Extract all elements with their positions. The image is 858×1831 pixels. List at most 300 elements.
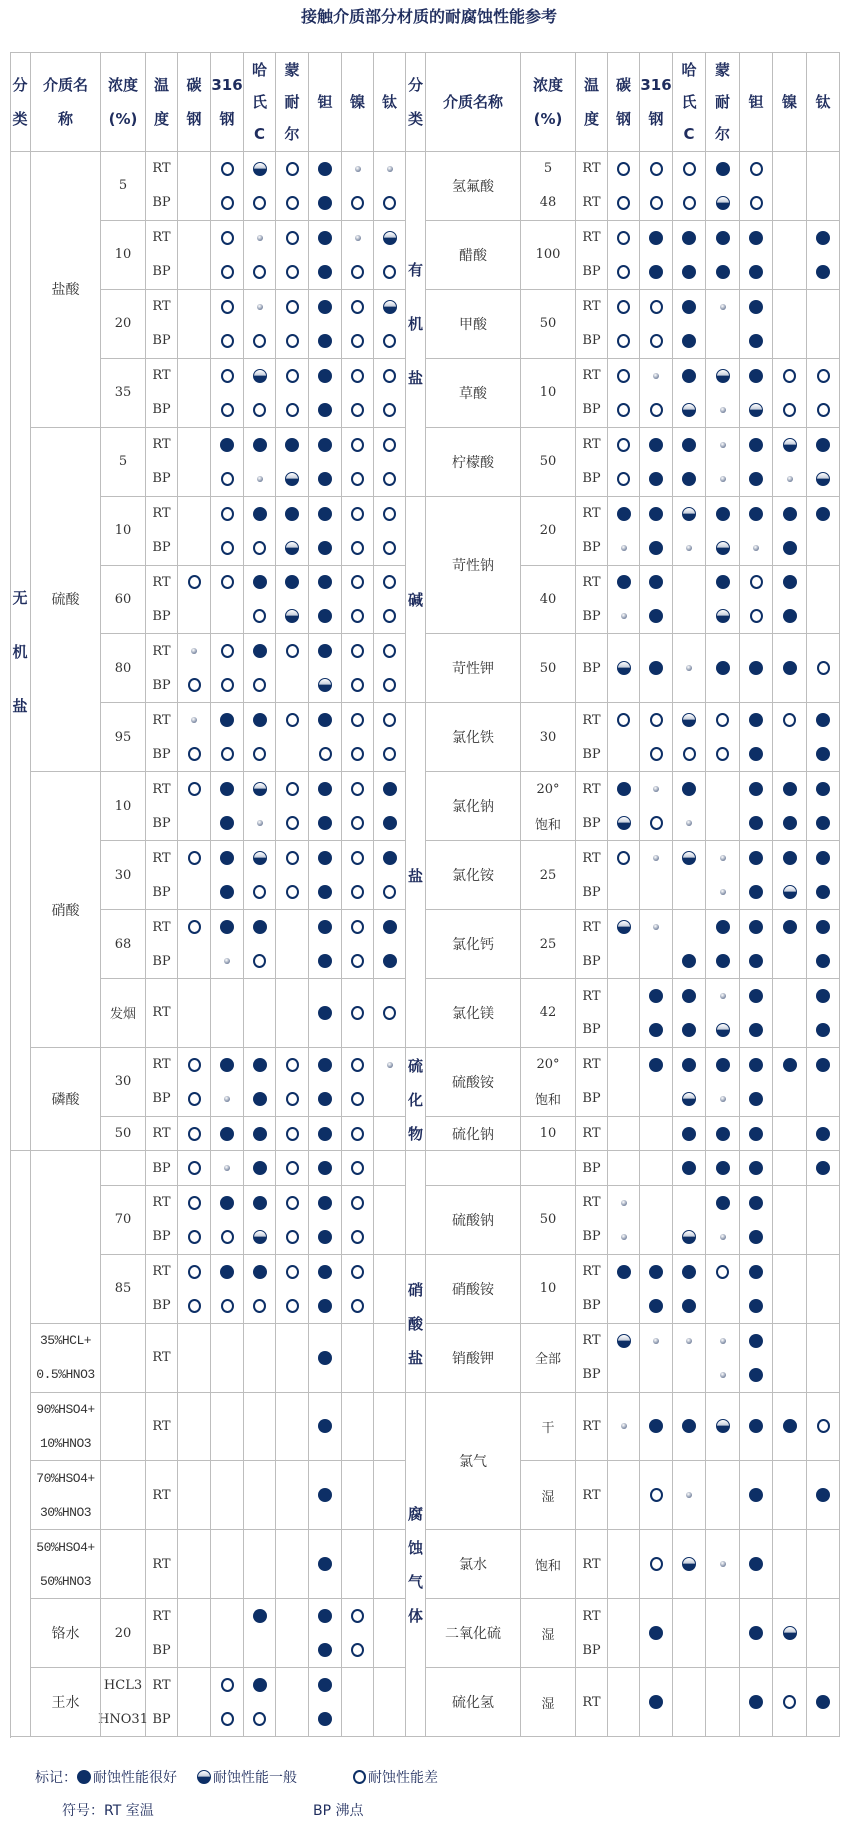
- filled-circle-icon: [220, 816, 234, 830]
- filled-circle-icon: [682, 1023, 696, 1037]
- titanium-rating-cell: [374, 428, 406, 497]
- rating-slot: [608, 1358, 639, 1392]
- rating-slot: [807, 428, 839, 462]
- filled-circle-icon: [716, 1058, 730, 1072]
- ring-icon: [286, 782, 299, 796]
- filled-circle-icon: [716, 1161, 730, 1175]
- filled-circle-icon: [318, 885, 332, 899]
- temperature-value: BP: [582, 1642, 601, 1658]
- concentration-value: 发烟: [109, 1007, 136, 1023]
- rating-slot: [706, 1324, 739, 1358]
- rating-slot: [309, 634, 341, 668]
- rating-slot: [178, 737, 210, 771]
- concentration-cell: [101, 703, 146, 772]
- nickel-rating-cell: [773, 1117, 807, 1151]
- carbon-steel-rating-cell: [608, 1530, 640, 1599]
- concentration-value: 5: [118, 454, 128, 470]
- concentration-cell: [101, 1324, 146, 1393]
- filled-circle-icon: [318, 609, 332, 623]
- header-316-steel: [211, 52, 244, 152]
- carbon-steel-rating-cell: [608, 910, 640, 979]
- rating-slot: [309, 221, 341, 255]
- small-dot-icon: [720, 1561, 726, 1567]
- temperature-value: RT: [582, 1126, 601, 1142]
- tantalum-rating-cell: [740, 772, 773, 841]
- half-filled-circle-icon: [253, 1230, 267, 1244]
- concentration-value: 50: [114, 1126, 132, 1142]
- hastelloy-c-rating-cell: [673, 1048, 706, 1117]
- filled-circle-icon: [649, 265, 663, 279]
- half-filled-circle-icon: [682, 713, 696, 727]
- rating-slot: [740, 1220, 772, 1254]
- temperature-value: BP: [582, 953, 601, 969]
- carbon-steel-rating-cell: [608, 497, 640, 566]
- ring-icon: [383, 747, 396, 761]
- rating-slot: [309, 1633, 341, 1667]
- rating-slot: [309, 996, 341, 1030]
- medium-name: 硫酸: [51, 592, 80, 609]
- filled-circle-icon: [749, 661, 763, 675]
- legend-item-fair: [197, 1767, 297, 1787]
- temperature-value: RT: [152, 437, 171, 453]
- small-dot-icon: [787, 476, 793, 482]
- concentration-value: 85: [114, 1281, 132, 1297]
- hastelloy-c-rating-cell: [244, 566, 276, 635]
- ring-icon: [650, 334, 663, 348]
- filled-circle-icon: [253, 644, 267, 658]
- rating-slot: [342, 221, 373, 255]
- titanium-rating-cell: [807, 1151, 840, 1185]
- filled-circle-icon: [253, 1058, 267, 1072]
- tantalum-rating-cell: [740, 1530, 773, 1599]
- small-dot-icon: [720, 476, 726, 482]
- rating-slot: [608, 428, 639, 462]
- rating-slot: [673, 737, 705, 771]
- rating-slot: [374, 1340, 405, 1374]
- 316-steel-rating-cell: [211, 566, 244, 635]
- temperature-value: RT: [582, 161, 601, 177]
- concentration-value: 50: [539, 316, 557, 332]
- ring-icon: [351, 472, 364, 486]
- monel-rating-cell: [706, 841, 740, 910]
- carbon-steel-rating-cell: [178, 428, 211, 497]
- filled-circle-icon: [649, 472, 663, 486]
- filled-circle-icon: [318, 782, 332, 796]
- temperature-value: RT: [152, 712, 171, 728]
- header-carbon-steel: [178, 52, 211, 152]
- rating-slot: [740, 1324, 772, 1358]
- rating-slot: [374, 255, 405, 289]
- concentration-cell: [101, 1461, 146, 1530]
- filled-circle-icon: [318, 816, 332, 830]
- ring-icon: [221, 231, 234, 245]
- monel-rating-cell: [276, 1461, 309, 1530]
- filled-circle-icon: [816, 851, 830, 865]
- rating-slot: [374, 772, 405, 806]
- concentration-cell: [521, 1117, 576, 1151]
- rating-slot: [706, 221, 739, 255]
- rating-slot: [608, 841, 639, 875]
- filled-circle-icon: [253, 1609, 267, 1623]
- hastelloy-c-rating-cell: [673, 152, 706, 221]
- half-filled-circle-icon: [682, 1230, 696, 1244]
- ring-icon: [383, 265, 396, 279]
- small-dot-icon: [387, 1062, 393, 1068]
- rating-slot: [211, 152, 243, 186]
- half-filled-circle-icon: [716, 609, 730, 623]
- temperature-value: BP: [582, 815, 601, 831]
- rating-slot: [673, 531, 705, 565]
- 316-steel-rating-cell: [640, 1255, 673, 1324]
- 316-steel-rating-cell: [640, 703, 673, 772]
- rating-slot: [673, 1117, 705, 1150]
- hastelloy-c-rating-cell: [673, 1186, 706, 1255]
- temperature-value: BP: [152, 1642, 171, 1658]
- filled-circle-icon: [816, 816, 830, 830]
- medium-name: 10%HNO3: [39, 1435, 92, 1451]
- hastelloy-c-rating-cell: [673, 1255, 706, 1324]
- rating-slot: [309, 1048, 341, 1082]
- rating-slot: [244, 1082, 275, 1116]
- filled-circle-icon: [749, 472, 763, 486]
- nickel-rating-cell: [342, 1151, 374, 1185]
- concentration-value: 30: [114, 1074, 132, 1090]
- filled-circle-icon: [77, 1770, 91, 1784]
- rating-slot: [740, 1186, 772, 1220]
- filled-circle-icon: [383, 782, 397, 796]
- rating-slot: [673, 1616, 705, 1650]
- concentration-cell: [521, 979, 576, 1048]
- nickel-rating-cell: [342, 910, 374, 979]
- rating-slot: [309, 186, 341, 220]
- 316-steel-rating-cell: [211, 1324, 244, 1393]
- rating-slot: [342, 359, 373, 393]
- rating-slot: [673, 875, 705, 909]
- carbon-steel-rating-cell: [178, 497, 211, 566]
- header-nickel: [342, 52, 374, 152]
- ring-icon: [351, 1609, 364, 1623]
- temperature-value: RT: [152, 1677, 171, 1693]
- rating-slot: [673, 944, 705, 978]
- rating-slot: [706, 1117, 739, 1150]
- rating-slot: [740, 290, 772, 324]
- monel-rating-cell: [706, 290, 740, 359]
- concentration-cell: [521, 428, 576, 497]
- rating-slot: [276, 428, 308, 462]
- rating-slot: [178, 497, 210, 531]
- header-316-steel: [640, 52, 673, 152]
- medium-name: 30%HNO3: [39, 1504, 92, 1520]
- rating-slot: [773, 497, 806, 531]
- rating-slot: [740, 324, 772, 358]
- rating-slot: [640, 1082, 672, 1116]
- ring-icon: [383, 609, 396, 623]
- rating-slot: [374, 566, 405, 600]
- titanium-rating-cell: [807, 1048, 840, 1117]
- filled-circle-icon: [749, 1127, 763, 1141]
- concentration-cell: [521, 1324, 576, 1393]
- nickel-rating-cell: [342, 1324, 374, 1393]
- filled-circle-icon: [749, 300, 763, 314]
- filled-circle-icon: [749, 885, 763, 899]
- ring-icon: [351, 1006, 364, 1020]
- ring-icon: [286, 162, 299, 176]
- filled-circle-icon: [383, 851, 397, 865]
- filled-circle-icon: [816, 989, 830, 1003]
- ring-icon: [221, 644, 234, 658]
- temperature-value: BP: [582, 333, 601, 349]
- filled-circle-icon: [816, 920, 830, 934]
- rating-slot: [740, 359, 772, 393]
- titanium-rating-cell: [807, 841, 840, 910]
- monel-rating-cell: [276, 1599, 309, 1668]
- carbon-steel-rating-cell: [178, 1048, 211, 1117]
- hastelloy-c-rating-cell: [244, 1255, 276, 1324]
- small-dot-icon: [720, 889, 726, 895]
- ring-icon: [716, 713, 729, 727]
- rating-slot: [706, 255, 739, 289]
- filled-circle-icon: [749, 1023, 763, 1037]
- rating-slot: [211, 1220, 243, 1254]
- rating-slot: [640, 359, 672, 393]
- concentration-value: 湿: [541, 1696, 555, 1712]
- rating-slot: [807, 1082, 839, 1116]
- rating-slot: [342, 668, 373, 702]
- small-dot-icon: [224, 1096, 230, 1102]
- rating-slot: [807, 152, 839, 186]
- titanium-rating-cell: [374, 1048, 406, 1117]
- ring-icon: [221, 575, 234, 589]
- temperature-value: BP: [582, 608, 601, 624]
- concentration-cell: [101, 152, 146, 221]
- filled-circle-icon: [649, 661, 663, 675]
- rating-slot: [807, 1151, 839, 1184]
- medium-name: 硝酸铵: [452, 1281, 494, 1298]
- rating-slot: [342, 1220, 373, 1254]
- rating-slot: [706, 1616, 739, 1650]
- filled-circle-icon: [783, 507, 797, 521]
- rating-slot: [673, 566, 705, 600]
- rating-slot: [276, 668, 308, 702]
- header-label: 镍: [349, 93, 365, 111]
- rating-slot: [276, 1151, 308, 1184]
- rating-slot: [374, 221, 405, 255]
- concentration-value: 20°: [536, 1057, 560, 1073]
- carbon-steel-rating-cell: [178, 1117, 211, 1151]
- rating-slot: [178, 703, 210, 737]
- rating-slot: [342, 428, 373, 462]
- filled-circle-icon: [318, 1712, 332, 1726]
- filled-circle-icon: [318, 1058, 332, 1072]
- rating-slot: [178, 944, 210, 978]
- rating-slot: [640, 186, 672, 220]
- nickel-rating-cell: [342, 1048, 374, 1117]
- hastelloy-c-rating-cell: [244, 1151, 276, 1185]
- temperature-value: BP: [582, 1367, 601, 1383]
- filled-circle-icon: [816, 1695, 830, 1709]
- temperature-value: RT: [152, 368, 171, 384]
- rating-slot: [276, 290, 308, 324]
- half-filled-circle-icon: [617, 816, 631, 830]
- titanium-rating-cell: [374, 152, 406, 221]
- temperature-value: BP: [152, 815, 171, 831]
- tantalum-rating-cell: [309, 221, 342, 290]
- medium-name: 50%HSO4+: [36, 1539, 95, 1555]
- temperature-cell: [576, 1393, 608, 1462]
- rating-slot: [309, 1220, 341, 1254]
- nickel-rating-cell: [342, 1117, 374, 1151]
- monel-rating-cell: [276, 841, 309, 910]
- rating-slot: [342, 1255, 373, 1289]
- rating-slot: [608, 359, 639, 393]
- ring-icon: [650, 403, 663, 417]
- rating-slot: [309, 359, 341, 393]
- medium-name: 醋酸: [459, 247, 487, 264]
- rating-slot: [673, 1082, 705, 1116]
- ring-icon: [253, 334, 266, 348]
- 316-steel-rating-cell: [211, 1530, 244, 1599]
- rating-slot: [276, 566, 308, 600]
- temperature-value: RT: [582, 1487, 601, 1503]
- rating-slot: [706, 1013, 739, 1047]
- monel-rating-cell: [706, 1461, 740, 1530]
- half-filled-circle-icon: [783, 885, 797, 899]
- temperature-value: BP: [152, 1711, 171, 1727]
- category-label: 盐: [407, 866, 423, 885]
- filled-circle-icon: [649, 1299, 663, 1313]
- hastelloy-c-rating-cell: [244, 841, 276, 910]
- header-nickel: [773, 52, 807, 152]
- rating-slot: [740, 1289, 772, 1323]
- rating-slot: [640, 1013, 672, 1047]
- rating-slot: [276, 634, 308, 668]
- rating-slot: [640, 324, 672, 358]
- small-dot-icon: [720, 1372, 726, 1378]
- medium-name-cell: [31, 1599, 101, 1668]
- rating-slot: [211, 359, 243, 393]
- ring-icon: [351, 1092, 364, 1106]
- filled-circle-icon: [253, 1678, 267, 1692]
- filled-circle-icon: [682, 334, 696, 348]
- filled-circle-icon: [749, 1161, 763, 1175]
- concentration-cell: [521, 152, 576, 221]
- rating-slot: [673, 497, 705, 531]
- medium-name: 35%HCL+: [39, 1333, 92, 1349]
- rating-slot: [211, 428, 243, 462]
- tantalum-rating-cell: [309, 1393, 342, 1462]
- monel-rating-cell: [276, 221, 309, 290]
- hastelloy-c-rating-cell: [244, 1324, 276, 1393]
- tantalum-rating-cell: [309, 1255, 342, 1324]
- rating-slot: [374, 1289, 405, 1323]
- titanium-rating-cell: [374, 221, 406, 290]
- rating-slot: [244, 393, 275, 427]
- ring-icon: [319, 747, 332, 761]
- concentration-cell: [101, 566, 146, 635]
- temperature-cell: [146, 221, 178, 290]
- hastelloy-c-rating-cell: [244, 221, 276, 290]
- header-label: 尔: [714, 125, 730, 143]
- temperature-value: BP: [582, 660, 601, 676]
- ring-icon: [286, 300, 299, 314]
- 316-steel-rating-cell: [211, 910, 244, 979]
- 316-steel-rating-cell: [640, 1324, 673, 1393]
- filled-circle-icon: [816, 747, 830, 761]
- rating-slot: [276, 497, 308, 531]
- filled-circle-icon: [749, 507, 763, 521]
- medium-name-cell: [31, 1530, 101, 1599]
- hastelloy-c-rating-cell: [673, 1599, 706, 1668]
- filled-circle-icon: [749, 816, 763, 830]
- rating-slot: [178, 1289, 210, 1323]
- rating-slot: [807, 1478, 839, 1512]
- rating-slot: [807, 1685, 839, 1719]
- hastelloy-c-rating-cell: [673, 1668, 706, 1737]
- filled-circle-icon: [816, 265, 830, 279]
- legend-label: 耐蚀性能很好: [93, 1770, 177, 1786]
- concentration-value: 50: [539, 454, 557, 470]
- rating-slot: [673, 910, 705, 944]
- rating-slot: [374, 875, 405, 909]
- titanium-rating-cell: [807, 910, 840, 979]
- ring-icon: [351, 403, 364, 417]
- rating-slot: [773, 1289, 806, 1323]
- rating-slot: [244, 1186, 275, 1220]
- header-label: 钛: [381, 93, 397, 111]
- rating-slot: [178, 255, 210, 289]
- filled-circle-icon: [649, 1626, 663, 1640]
- rating-slot: [807, 1324, 839, 1358]
- rating-slot: [211, 1599, 243, 1633]
- monel-rating-cell: [706, 1599, 740, 1668]
- rating-slot: [608, 1151, 639, 1184]
- titanium-rating-cell: [807, 428, 840, 497]
- legend-item-poor: [353, 1767, 438, 1787]
- filled-circle-icon: [749, 1230, 763, 1244]
- rating-slot: [342, 1702, 373, 1736]
- hastelloy-c-rating-cell: [244, 1461, 276, 1530]
- rating-slot: [342, 393, 373, 427]
- nickel-rating-cell: [342, 152, 374, 221]
- rating-slot: [374, 186, 405, 220]
- titanium-rating-cell: [374, 772, 406, 841]
- rating-slot: [374, 462, 405, 496]
- header-category: [10, 52, 31, 152]
- filled-circle-icon: [816, 1488, 830, 1502]
- category-cell: [406, 1393, 426, 1738]
- titanium-rating-cell: [807, 1255, 840, 1324]
- small-dot-icon: [257, 476, 263, 482]
- rating-slot: [244, 221, 275, 255]
- rating-slot: [608, 875, 639, 909]
- rating-slot: [342, 324, 373, 358]
- rating-slot: [374, 703, 405, 737]
- rating-slot: [740, 393, 772, 427]
- ring-icon: [351, 678, 364, 692]
- rating-slot: [773, 186, 806, 220]
- rating-slot: [211, 1082, 243, 1116]
- filled-circle-icon: [682, 1419, 696, 1433]
- filled-circle-icon: [220, 1196, 234, 1210]
- temperature-cell: [146, 1599, 178, 1668]
- ring-icon: [650, 1488, 663, 1502]
- header-label: 钽: [317, 93, 333, 111]
- rating-slot: [244, 255, 275, 289]
- rating-slot: [276, 531, 308, 565]
- titanium-rating-cell: [374, 290, 406, 359]
- rating-slot: [178, 566, 210, 600]
- small-dot-icon: [653, 786, 659, 792]
